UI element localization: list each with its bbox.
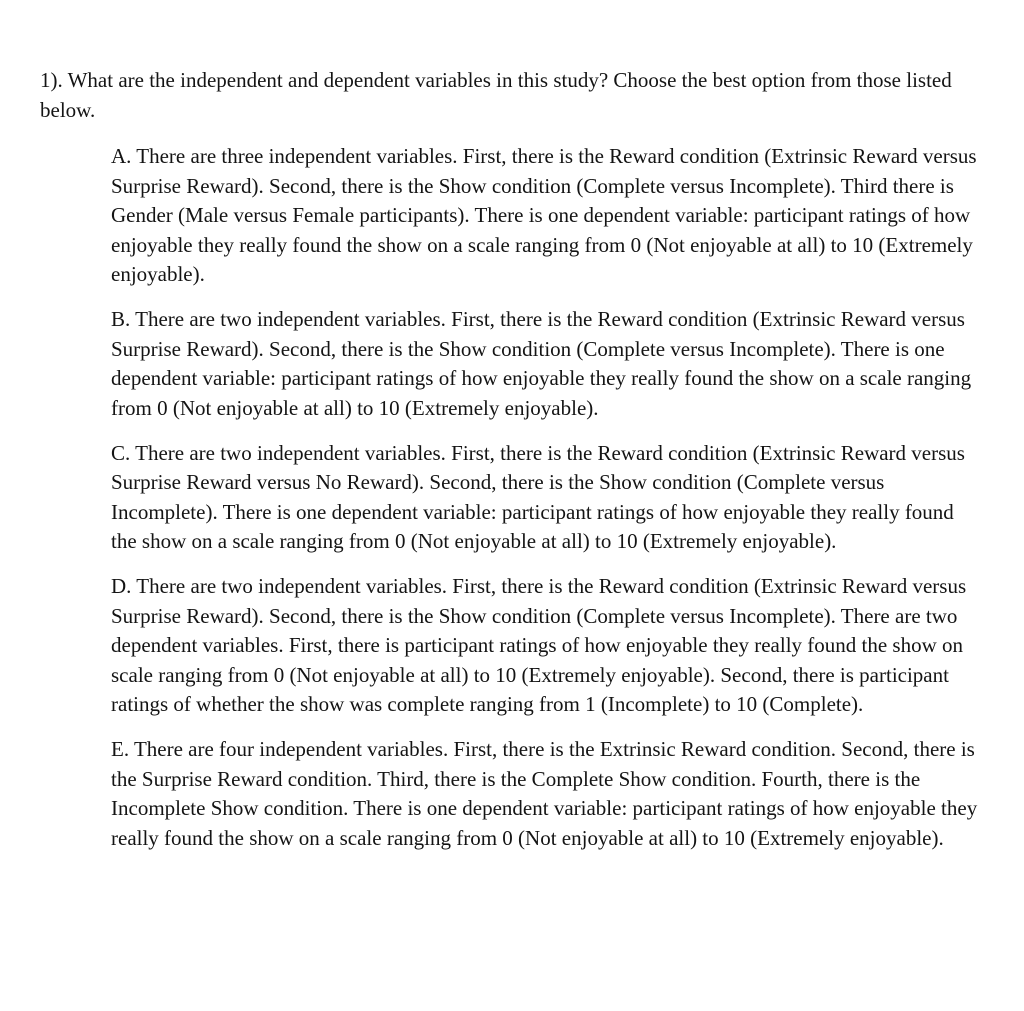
- option-e: E. There are four independent variables. First, there is the Extrinsic Reward condition. Second, there is the Surprise Reward condition. Third, there is the Complete Show condition. Fourth, there is the Incomplete Show condition. There is one dependent variable: participant ratings of how enjoyable they really found the show on a scale ranging from 0 (Not enjoyable at all) to 10 (Extremely enjoyable).: [111, 737, 978, 850]
- option-d: D. There are two independent variables. First, there is the Reward condition (Extrinsic Reward versus Surprise Reward). Second, there is the Show condition (Complete versus Incomplete). There are two dependent variables. First, there is participant ratings of how enjoyable they really found the show on scale ranging from 0 (Not enjoyable at all) to 10 (Extremely enjoyable). Second, there is participant ratings of whether the show was complete ranging from 1 (Incomplete) to 10 (Complete).: [111, 574, 967, 716]
- question-text: 1). What are the independent and dependent variables in this study? Choose the best option from those listed below.: [40, 68, 952, 122]
- option-c: C. There are two independent variables. First, there is the Reward condition (Extrinsic Reward versus Surprise Reward versus No Reward). Second, there is the Show condition (Complete versus Incomplete). There is one dependent variable: participant ratings of how enjoyable they really found the show on a scale ranging from 0 (Not enjoyable at all) to 10 (Extremely enjoyable).: [111, 440, 965, 553]
- option-a: A. There are three independent variables. First, there is the Reward condition (Extrinsic Reward versus Surprise Reward). Second, there is the Show condition (Complete versus Incomplete). Third there is Gender (Male versus Female participants). There is one dependent variable: participant ratings of how enjoyable they really found the show on a scale ranging from 0 (Not enjoyable at all) to 10 (Extremely enjoyable).: [111, 144, 977, 286]
- option-b: B. There are two independent variables. First, there is the Reward condition (Extrinsic Reward versus Surprise Reward). Second, there is the Show condition (Complete versus Incomplete). There is one dependent variable: participant ratings of how enjoyable they really found the show on a scale ranging from 0 (Not enjoyable at all) to 10 (Extremely enjoyable).: [111, 307, 972, 420]
- answer-options-list: [111, 142, 981, 869]
